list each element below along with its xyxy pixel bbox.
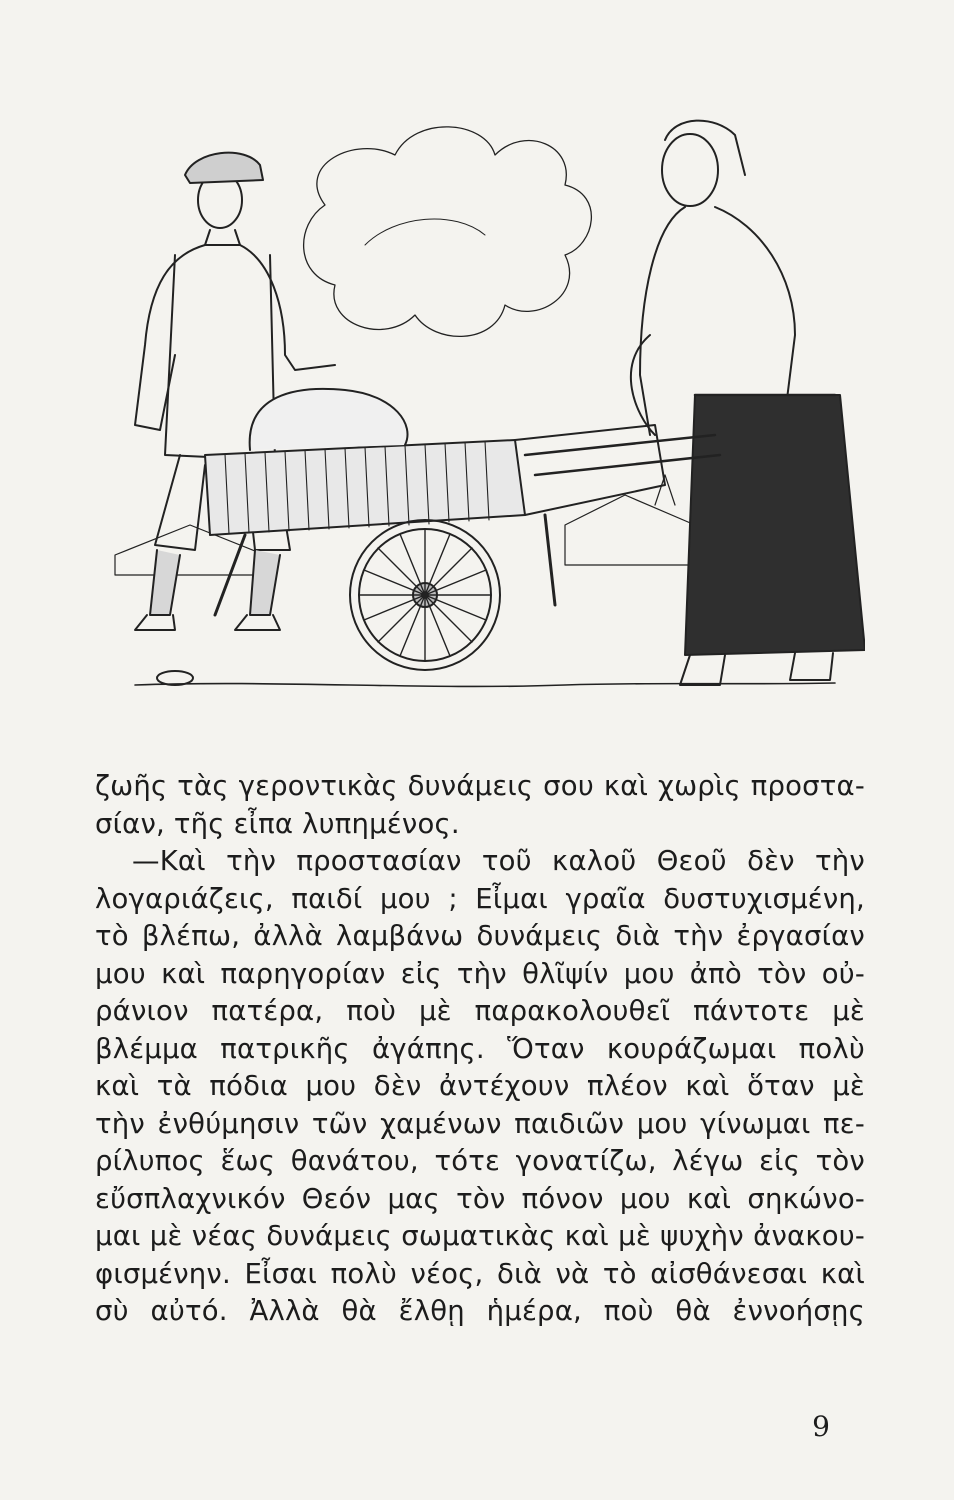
text-line: σίαν, τῆς εἶπα λυπημένος. [95,807,460,840]
text-line: εὔσπλαχνικόν Θεόν μας τὸν πόνον μου καὶ σηκώνο- [95,1182,865,1215]
text-line: σὺ αὐτό. Ἀλλὰ θὰ ἔλθῃ ἡμέρα, ποὺ θὰ ἐννοήσῃς [95,1295,865,1327]
illustration [95,95,865,715]
text-line: τὴν ἐνθύμησιν τῶν χαμένων παιδιῶν μου γίνωμαι πε- [95,1107,865,1140]
text-line: μαι μὲ νέας δυνάμεις σωματικὰς καὶ μὲ ψυχὴν ἀνακου- [95,1220,865,1252]
text-line: λογαριάζεις, παιδί μου ; Εἶμαι γραῖα δυστυχισμένη, [95,882,865,915]
text-line: —Καὶ τὴν προστασίαν τοῦ καλοῦ Θεοῦ δὲν τὴν [132,845,865,877]
text-line: καὶ τὰ πόδια μου δὲν ἀντέχουν πλέον καὶ ὅταν μὲ [95,1070,865,1102]
text-line: τὸ βλέπω, ἀλλὰ λαμβάνω δυνάμεις διὰ τὴν ἐργασίαν [95,920,865,952]
text-line: ζωῆς τὰς γεροντικὰς δυνάμεις σου καὶ χωρὶς προστα- [95,770,865,802]
text-line: ρίλυπος ἕως θανάτου, τότε γονατίζω, λέγω εἰς τὸν [95,1145,865,1177]
text-line: βλέμμα πατρικῆς ἀγάπης. Ὅταν κουράζωμαι πολὺ [95,1032,865,1065]
text-line: ράνιον πατέρα, ποὺ μὲ παρακολουθεῖ πάντοτε μὲ [95,995,865,1027]
page-number: 9 [812,1410,830,1443]
text-line: μου καὶ παρηγορίαν εἰς τὴν θλῖψίν μου ἀπὸ τὸν οὐ- [95,957,865,990]
body-text [95,768,865,1331]
text-line: φισμένην. Εἶσαι πολὺ νέος, διὰ νὰ τὸ αἰσθάνεσαι καὶ [95,1257,865,1290]
